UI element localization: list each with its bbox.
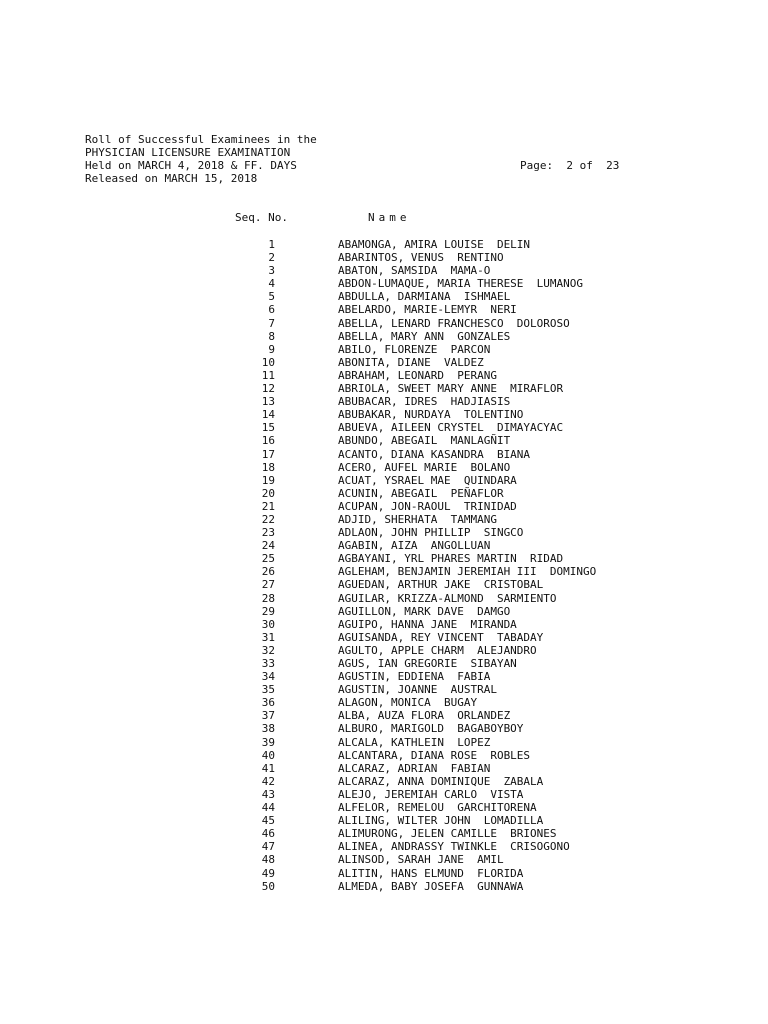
list-item — [0, 801, 768, 814]
examinee-seq-no: 11 — [261, 368, 275, 382]
examinee-name: AGUILLON, MARK DAVE DAMGO — [338, 604, 511, 618]
examinee-seq-no: 37 — [261, 709, 275, 723]
list-item — [0, 853, 768, 866]
examinee-name: AGUSTIN, JOANNE AUSTRAL — [338, 683, 497, 697]
examinee-name: ABAMONGA, AMIRA LOUISE DELIN — [338, 238, 531, 251]
examinee-name: ABONITA, DIANE VALDEZ — [338, 355, 484, 369]
examinee-name: ADJID, SHERHATA TAMMANG — [338, 512, 497, 526]
examinee-name: ALINSOD, SARAH JANE AMIL — [338, 853, 504, 867]
header-title-line: Roll of Successful Examinees in the — [85, 133, 317, 146]
examinee-seq-no: 50 — [261, 879, 275, 893]
examinee-name: ABUEVA, AILEEN CRYSTEL DIMAYACYAC — [338, 421, 564, 435]
examinee-name: ALCARAZ, ANNA DOMINIQUE ZABALA — [338, 774, 544, 788]
list-item — [0, 303, 768, 316]
examinee-seq-no: 32 — [261, 643, 275, 657]
list-item — [0, 448, 768, 461]
header-held-date: Held on MARCH 4, 2018 & FF. DAYS — [85, 159, 297, 173]
examinee-seq-no: 34 — [261, 670, 275, 684]
examinee-list — [0, 238, 768, 893]
examinee-name: ABDULLA, DARMIANA ISHMAEL — [338, 290, 511, 304]
examinee-seq-no: 44 — [261, 801, 275, 815]
examinee-seq-no: 38 — [261, 722, 275, 736]
list-item — [0, 788, 768, 801]
list-item — [0, 238, 768, 251]
list-item — [0, 775, 768, 788]
examinee-seq-no: 24 — [261, 539, 275, 553]
examinee-seq-no: 7 — [268, 316, 275, 330]
examinee-name: AGLEHAM, BENJAMIN JEREMIAH III DOMINGO — [338, 565, 597, 579]
examinee-name: ABUBACAR, IDRES HADJIASIS — [338, 395, 511, 409]
examinee-name: ABUNDO, ABEGAIL MANLAGÑIT — [338, 434, 511, 448]
list-item — [0, 657, 768, 670]
list-item — [0, 421, 768, 434]
examinee-seq-no: 13 — [261, 395, 275, 409]
list-item — [0, 552, 768, 565]
list-item — [0, 487, 768, 500]
list-item — [0, 500, 768, 513]
examinee-seq-no: 25 — [261, 552, 275, 566]
examinee-name: ALINEA, ANDRASSY TWINKLE CRISOGONO — [338, 840, 570, 854]
examinee-seq-no: 49 — [261, 866, 275, 880]
examinee-seq-no: 45 — [261, 814, 275, 828]
examinee-name: ALCARAZ, ADRIAN FABIAN — [338, 761, 491, 775]
list-item — [0, 343, 768, 356]
examinee-seq-no: 26 — [261, 565, 275, 579]
examinee-name: ABARINTOS, VENUS RENTINO — [338, 251, 504, 265]
column-headers — [0, 211, 768, 225]
examinee-seq-no: 27 — [261, 578, 275, 592]
examinee-seq-no: 4 — [268, 277, 275, 291]
examinee-name: AGULTO, APPLE CHARM ALEJANDRO — [338, 643, 537, 657]
list-item — [0, 526, 768, 539]
examinee-name: ALBURO, MARIGOLD BAGABOYBOY — [338, 722, 524, 736]
list-item — [0, 461, 768, 474]
list-item — [0, 644, 768, 657]
examinee-seq-no: 35 — [261, 683, 275, 697]
examinee-seq-no: 23 — [261, 526, 275, 540]
list-item — [0, 277, 768, 290]
list-item — [0, 722, 768, 735]
examinee-seq-no: 48 — [261, 853, 275, 867]
examinee-seq-no: 31 — [261, 630, 275, 644]
list-item — [0, 867, 768, 880]
list-item — [0, 814, 768, 827]
examinee-name: ABELLA, MARY ANN GONZALES — [338, 329, 511, 343]
examinee-name: ACERO, AUFEL MARIE BOLANO — [338, 460, 511, 474]
examinee-seq-no: 1 — [268, 238, 275, 251]
examinee-seq-no: 41 — [261, 761, 275, 775]
examinee-seq-no: 12 — [261, 382, 275, 396]
list-item — [0, 290, 768, 303]
list-item — [0, 251, 768, 264]
examinee-seq-no: 22 — [261, 512, 275, 526]
examinee-name: ACUAT, YSRAEL MAE QUINDARA — [338, 473, 517, 487]
examinee-seq-no: 6 — [268, 303, 275, 317]
examinee-name: AGBAYANI, YRL PHARES MARTIN RIDAD — [338, 552, 564, 566]
list-item — [0, 382, 768, 395]
examinee-seq-no: 14 — [261, 408, 275, 422]
examinee-seq-no: 16 — [261, 434, 275, 448]
examinee-seq-no: 17 — [261, 447, 275, 461]
list-item — [0, 749, 768, 762]
examinee-name: ACUNIN, ABEGAIL PEÑAFLOR — [338, 486, 504, 500]
examinee-seq-no: 36 — [261, 696, 275, 710]
list-item — [0, 618, 768, 631]
examinee-name: ACUPAN, JON-RAOUL TRINIDAD — [338, 499, 517, 513]
examinee-name: ABELLA, LENARD FRANCHESCO DOLOROSO — [338, 316, 570, 330]
examinee-name: ALILING, WILTER JOHN LOMADILLA — [338, 814, 544, 828]
examinee-name: ABDON-LUMAQUE, MARIA THERESE LUMANOG — [338, 277, 584, 291]
examinee-seq-no: 18 — [261, 460, 275, 474]
examinee-seq-no: 46 — [261, 827, 275, 841]
examinee-name: AGUSTIN, EDDIENA FABIA — [338, 670, 491, 684]
examinee-name: ALBA, AUZA FLORA ORLANDEZ — [338, 709, 511, 723]
list-item — [0, 696, 768, 709]
header-release-date: Released on MARCH 15, 2018 — [85, 172, 258, 186]
list-item — [0, 356, 768, 369]
examinee-name: ABILO, FLORENZE PARCON — [338, 342, 491, 356]
list-item — [0, 592, 768, 605]
examinee-name: AGABIN, AIZA ANGOLLUAN — [338, 539, 491, 553]
list-item — [0, 330, 768, 343]
examinee-seq-no: 43 — [261, 787, 275, 801]
list-item — [0, 736, 768, 749]
examinee-seq-no: 47 — [261, 840, 275, 854]
examinee-name: ALCALA, KATHLEIN LOPEZ — [338, 735, 491, 749]
list-item — [0, 605, 768, 618]
list-item — [0, 670, 768, 683]
list-item — [0, 408, 768, 421]
examinee-seq-no: 20 — [261, 486, 275, 500]
list-item — [0, 683, 768, 696]
examinee-name: ABUBAKAR, NURDAYA TOLENTINO — [338, 408, 524, 422]
list-item — [0, 434, 768, 447]
list-item — [0, 880, 768, 893]
examinee-name: ACANTO, DIANA KASANDRA BIANA — [338, 447, 531, 461]
list-item — [0, 317, 768, 330]
page-indicator: Page: 2 of 23 — [520, 159, 620, 172]
examinee-name: ABRAHAM, LEONARD PERANG — [338, 368, 497, 382]
examinee-name: ALCANTARA, DIANA ROSE ROBLES — [338, 748, 531, 762]
examinee-seq-no: 5 — [268, 290, 275, 304]
list-item — [0, 513, 768, 526]
examinee-name: ABELARDO, MARIE-LEMYR NERI — [338, 303, 517, 317]
examinee-name: AGUEDAN, ARTHUR JAKE CRISTOBAL — [338, 578, 544, 592]
examinee-seq-no: 19 — [261, 473, 275, 487]
list-item — [0, 578, 768, 591]
examinee-seq-no: 3 — [268, 264, 275, 278]
examinee-name: ALIMURONG, JELEN CAMILLE BRIONES — [338, 827, 557, 841]
examinee-name: AGUISANDA, REY VINCENT TABADAY — [338, 630, 544, 644]
examinee-seq-no: 30 — [261, 617, 275, 631]
examinee-seq-no: 9 — [268, 342, 275, 356]
examinee-name: ALITIN, HANS ELMUND FLORIDA — [338, 866, 524, 880]
list-item — [0, 395, 768, 408]
examinee-name: ALFELOR, REMELOU GARCHITORENA — [338, 801, 537, 815]
examinee-seq-no: 15 — [261, 421, 275, 435]
list-item — [0, 709, 768, 722]
examinee-seq-no: 28 — [261, 591, 275, 605]
examinee-seq-no: 39 — [261, 735, 275, 749]
examinee-name: AGUILAR, KRIZZA-ALMOND SARMIENTO — [338, 591, 557, 605]
list-item — [0, 474, 768, 487]
header-exam-name: PHYSICIAN LICENSURE EXAMINATION — [85, 146, 291, 160]
examinee-name: ALEJO, JEREMIAH CARLO VISTA — [338, 787, 524, 801]
list-item — [0, 762, 768, 775]
list-item — [0, 369, 768, 382]
examinee-name: ALMEDA, BABY JOSEFA GUNNAWA — [338, 879, 524, 893]
column-header-name: Name — [368, 211, 411, 224]
examinee-name: AGUIPO, HANNA JANE MIRANDA — [338, 617, 517, 631]
list-item — [0, 631, 768, 644]
column-header-seq: Seq. No. — [235, 211, 288, 224]
examinee-seq-no: 2 — [268, 251, 275, 265]
examinee-seq-no: 33 — [261, 657, 275, 670]
list-item — [0, 539, 768, 552]
examinee-name: ALAGON, MONICA BUGAY — [338, 696, 478, 710]
examinee-seq-no: 40 — [261, 748, 275, 762]
examinee-name: ADLAON, JOHN PHILLIP SINGCO — [338, 526, 524, 540]
examinee-seq-no: 29 — [261, 604, 275, 618]
examinee-name: ABRIOLA, SWEET MARY ANNE MIRAFLOR — [338, 382, 564, 396]
examinee-seq-no: 10 — [261, 355, 275, 369]
examinee-seq-no: 21 — [261, 499, 275, 513]
examinee-seq-no: 42 — [261, 774, 275, 788]
list-item — [0, 565, 768, 578]
examinee-name: AGUS, IAN GREGORIE SIBAYAN — [338, 657, 517, 670]
examinee-name: ABATON, SAMSIDA MAMA-O — [338, 264, 491, 278]
examinee-seq-no: 8 — [268, 329, 275, 343]
list-item — [0, 827, 768, 840]
list-item — [0, 264, 768, 277]
list-item — [0, 840, 768, 853]
